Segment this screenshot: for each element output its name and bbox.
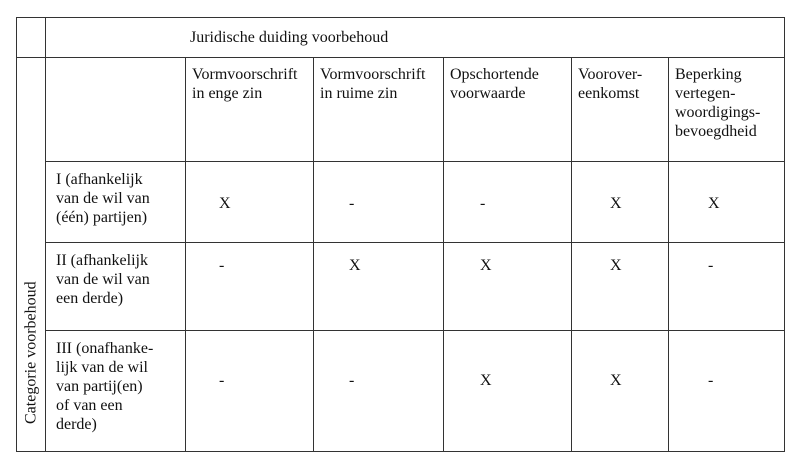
row-header: I (afhankelijk van de wil van (één) partijen)	[46, 162, 186, 243]
group-header: Juridische duiding voorbehoud	[46, 18, 785, 58]
table-cell: -	[444, 162, 572, 243]
table-cell: -	[314, 162, 444, 243]
table-container	[16, 17, 784, 451]
table-cell: X	[186, 162, 314, 243]
column-header: Opschortende voorwaarde	[444, 58, 572, 162]
table-cell: -	[186, 243, 314, 331]
column-header: Beperking vertegen- woordigings- bevoegdheid	[669, 58, 785, 162]
row-group-label: Categorie voorbehoud	[22, 281, 40, 424]
column-header: Vormvoorschrift in ruime zin	[314, 58, 444, 162]
table-cell: X	[669, 162, 785, 243]
header-blank-cell	[46, 58, 186, 162]
table-cell: X	[444, 243, 572, 331]
corner-cell	[17, 18, 46, 58]
column-header: Vormvoorschrift in enge zin	[186, 58, 314, 162]
table-row	[17, 331, 785, 452]
table-cell: -	[186, 331, 314, 452]
table-cell: X	[444, 331, 572, 452]
classification-table	[16, 17, 785, 452]
column-header: Voorover- eenkomst	[572, 58, 669, 162]
table-cell: -	[669, 331, 785, 452]
table-cell: -	[669, 243, 785, 331]
table-cell: X	[572, 331, 669, 452]
row-group-cell	[17, 58, 46, 452]
table-cell: X	[572, 162, 669, 243]
row-header: II (afhankelijk van de wil van een derde)	[46, 243, 186, 331]
table-cell: -	[314, 331, 444, 452]
table-cell: X	[572, 243, 669, 331]
row-header: III (onafhanke- lijk van de wil van partij(en) of van een derde)	[46, 331, 186, 452]
table-row	[17, 243, 785, 331]
table-cell: X	[314, 243, 444, 331]
table-row	[17, 162, 785, 243]
